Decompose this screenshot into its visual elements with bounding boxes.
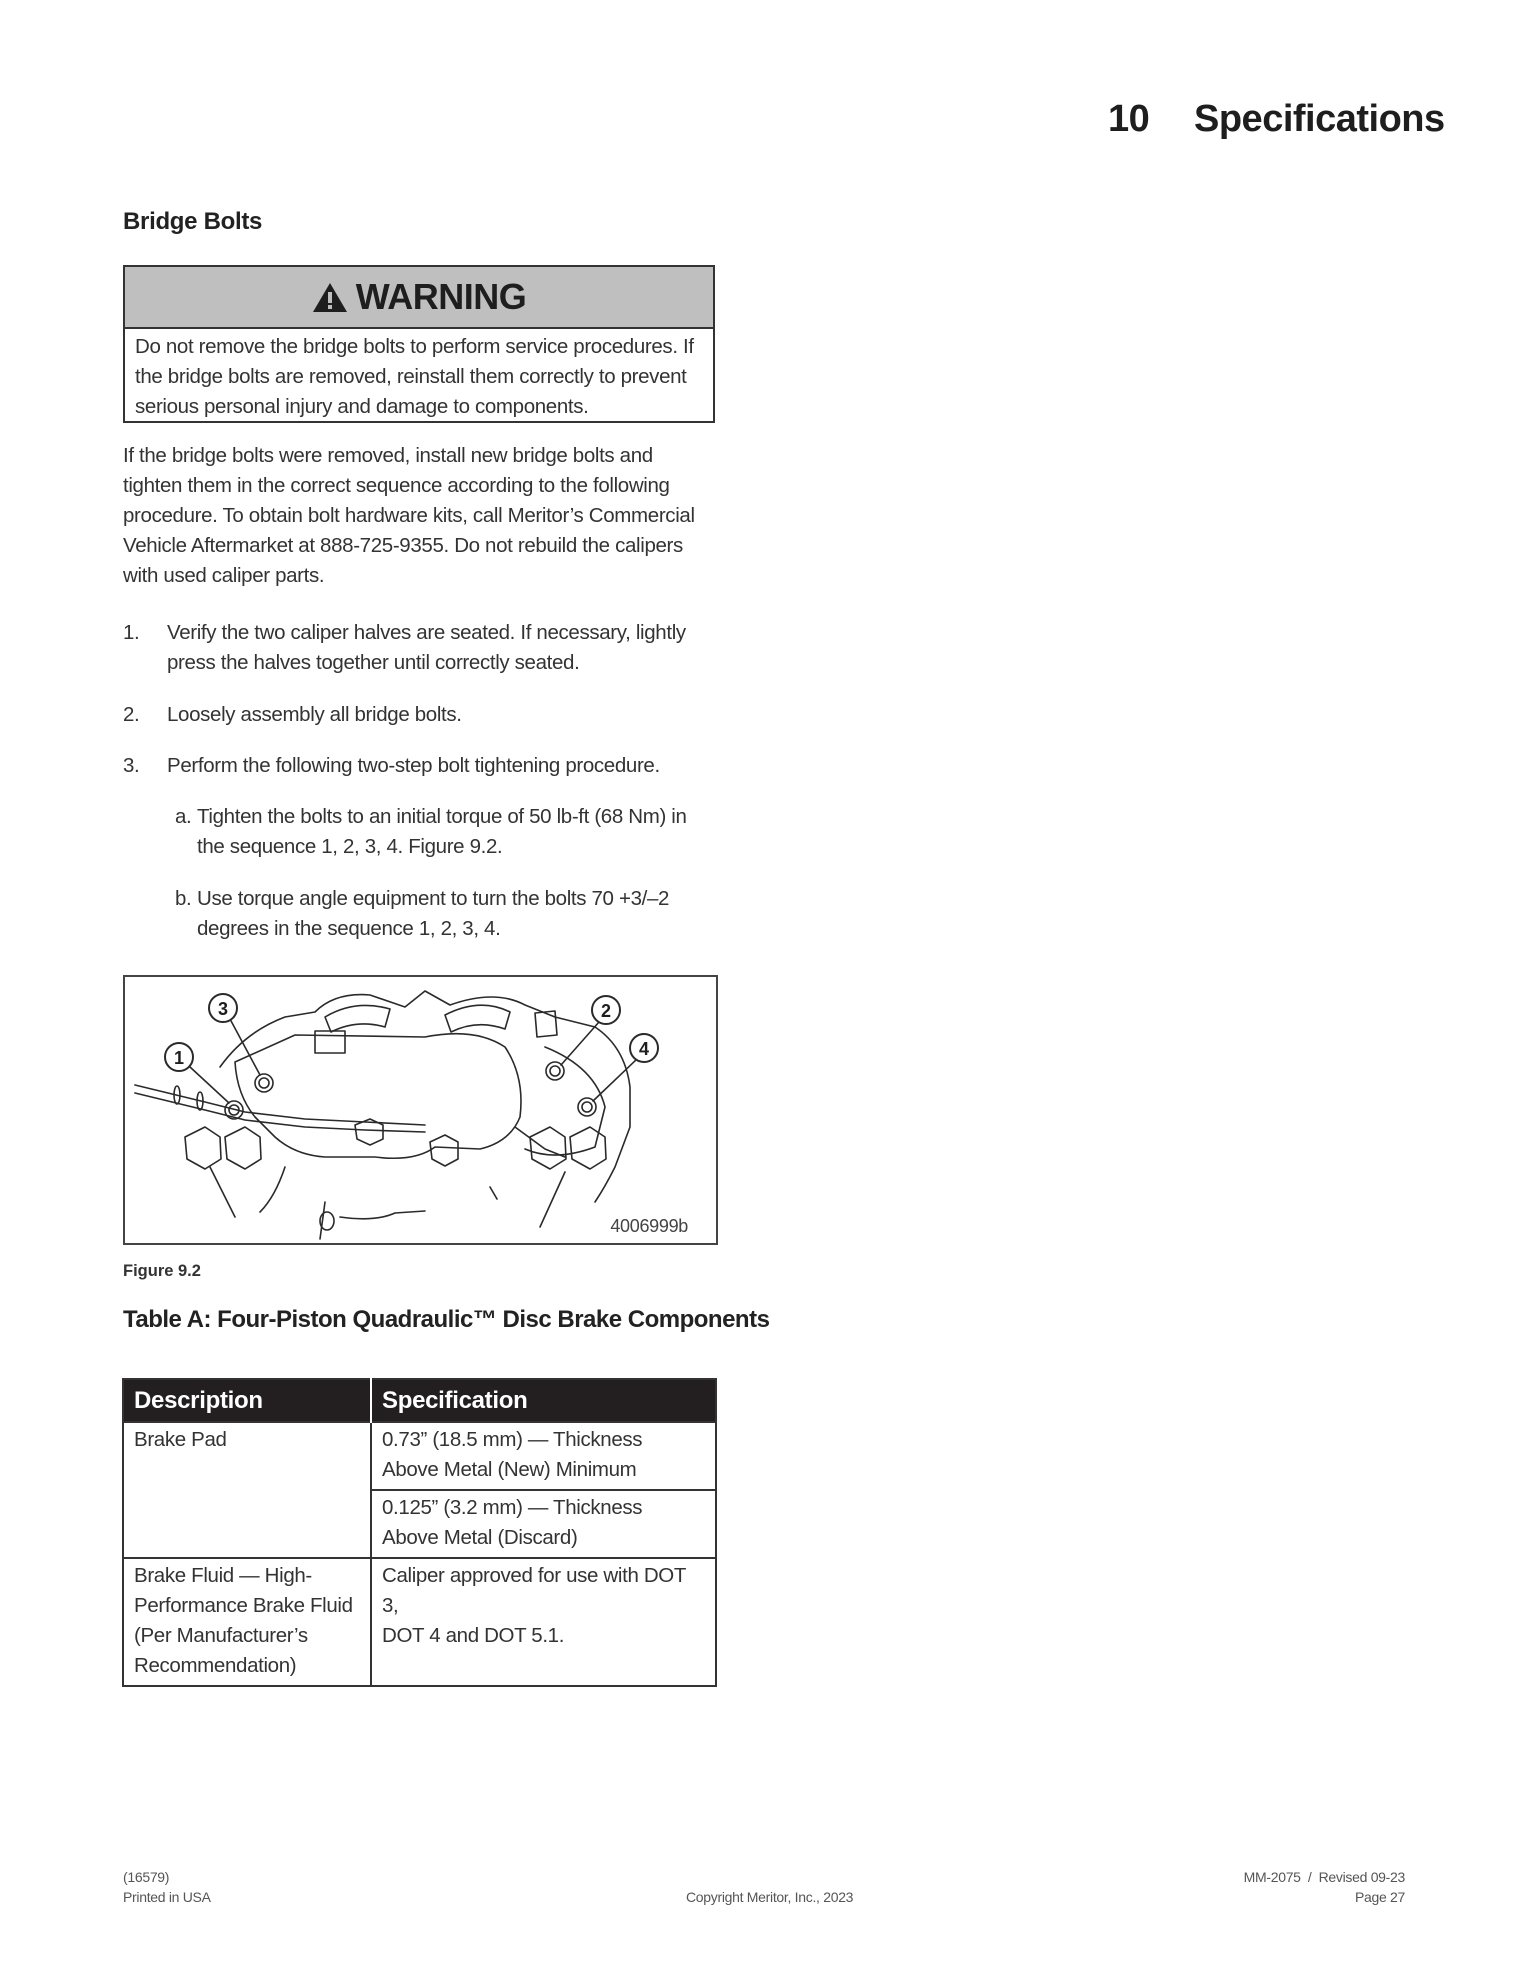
bleeder-connector: [315, 1031, 345, 1053]
cell-description: [123, 1558, 371, 1686]
footer-right: [1244, 1867, 1405, 1907]
substep-line: Tighten the bolts to an initial torque of 50 lb-ft (68 Nm) in: [197, 805, 687, 828]
leader-3: [230, 1019, 260, 1075]
cell-line: Brake Fluid — High-: [134, 1564, 312, 1587]
step-number: 2.: [123, 703, 140, 726]
caliper-outline: [217, 991, 630, 1202]
cell-line: Performance Brake Fluid: [134, 1594, 353, 1617]
warning-triangle-icon: [312, 282, 348, 313]
substep-line: degrees in the sequence 1, 2, 3, 4.: [197, 917, 501, 940]
cell-line: 0.73” (18.5 mm) — Thickness: [382, 1428, 643, 1451]
warning-line: the bridge bolts are removed, reinstall them correctly to prevent: [135, 365, 687, 388]
footer-revision: MM-2075 / Revised 09-23: [1243, 1869, 1405, 1885]
hex-bolt: [530, 1127, 566, 1169]
intro-line: tighten them in the correct sequence according to the following: [123, 474, 670, 497]
hex-bolt: [225, 1127, 261, 1169]
frame-line: [490, 1187, 497, 1199]
leader-1: [190, 1067, 229, 1103]
substep-text: [197, 802, 737, 862]
warning-text: [125, 329, 713, 422]
warning-line: Do not remove the bridge bolts to perform service procedures. If: [135, 335, 694, 358]
callout-label-1: 1: [173, 1048, 185, 1068]
cell-description: [123, 1422, 371, 1558]
frame-line: [340, 1211, 425, 1219]
substep-letter: b.: [175, 887, 192, 910]
footer-left: [123, 1867, 211, 1907]
callout-label-3: 3: [217, 999, 229, 1019]
hex-bolt: [430, 1135, 458, 1166]
hex-bolt: [185, 1127, 221, 1169]
step-line: press the halves together until correctly seated.: [167, 651, 580, 674]
cell-specification: [371, 1422, 716, 1490]
step-number: 1.: [123, 621, 140, 644]
intro-line: Vehicle Aftermarket at 888-725-9355. Do not rebuild the calipers: [123, 534, 683, 557]
spec-table: [122, 1378, 717, 1687]
table-row: [123, 1558, 716, 1686]
step-number: 3.: [123, 754, 140, 777]
step-text: [167, 618, 727, 678]
intro-paragraph: [123, 441, 723, 591]
intro-line: with used caliper parts.: [123, 564, 325, 587]
cell-line: Brake Pad: [134, 1428, 227, 1451]
cell-line: 0.125” (3.2 mm) — Thickness: [382, 1496, 643, 1519]
frame-line: [540, 1172, 565, 1227]
section-title: Bridge Bolts: [123, 208, 263, 235]
frame-line: [260, 1167, 285, 1212]
warning-title: WARNING: [355, 276, 527, 317]
brake-line: [135, 1085, 425, 1125]
fitting-right: [535, 1011, 557, 1037]
cell-line: (Per Manufacturer’s: [134, 1624, 308, 1647]
leader-2: [561, 1022, 599, 1065]
callout-label-4: 4: [638, 1039, 650, 1059]
footer-copyright: Copyright Meritor, Inc., 2023: [686, 1889, 854, 1905]
figure-caption: Figure 9.2: [123, 1262, 201, 1280]
intro-line: If the bridge bolts were removed, install new bridge bolts and: [123, 444, 653, 467]
figure-code: 4006999b: [610, 1216, 688, 1236]
cell-line: Recommendation): [134, 1654, 297, 1677]
step-line: Loosely assembly all bridge bolts.: [167, 703, 462, 726]
intro-line: procedure. To obtain bolt hardware kits, call Meritor’s Commercial: [123, 504, 695, 527]
substep-b: [175, 884, 735, 940]
step-text: [167, 700, 727, 730]
callout-label-2: 2: [600, 1001, 612, 1021]
footer-page-number: Page 27: [1354, 1889, 1405, 1905]
cell-specification: [371, 1490, 716, 1558]
caliper-top-seal-left: [325, 1005, 390, 1032]
substep-line: Use torque angle equipment to turn the bolts 70 +3/–2: [197, 887, 670, 910]
warning-box: [123, 265, 715, 423]
caliper-illustration: [125, 977, 716, 1243]
warning-line: serious personal injury and damage to components.: [135, 395, 589, 418]
warning-header: [125, 267, 713, 329]
chapter-heading: [1108, 98, 1445, 141]
table-row: [123, 1422, 716, 1490]
column-header-specification: Specification: [371, 1379, 716, 1422]
chapter-number: 10: [1108, 98, 1150, 140]
caliper-piston-housing: [235, 1034, 521, 1159]
footer-printed: Printed in USA: [123, 1889, 211, 1905]
substep-letter: a.: [175, 805, 192, 828]
chapter-title: Specifications: [1194, 98, 1445, 140]
cell-line: Above Metal (New) Minimum: [382, 1458, 637, 1481]
cell-line: Caliper approved for use with DOT 3,: [382, 1564, 686, 1617]
cell-specification: [371, 1558, 716, 1686]
table-title: Table A: Four-Piston Quadraulic™ Disc Brake Components: [123, 1306, 770, 1333]
step-line: Perform the following two-step bolt tightening procedure.: [167, 754, 660, 777]
figure-caliper-bolt-sequence: [123, 975, 718, 1245]
cell-line: DOT 4 and DOT 5.1.: [382, 1624, 565, 1647]
caliper-top-seal-right: [445, 1005, 510, 1032]
cell-line: Above Metal (Discard): [382, 1526, 578, 1549]
step-line: Verify the two caliper halves are seated. If necessary, lightly: [167, 621, 686, 644]
substep-text: [197, 884, 737, 944]
substep-line: the sequence 1, 2, 3, 4. Figure 9.2.: [197, 835, 503, 858]
step-text: [167, 751, 727, 781]
hex-bolt: [570, 1127, 606, 1169]
footer-doc-number: (16579): [123, 1869, 170, 1885]
substep-a: [175, 802, 735, 858]
brake-line-inner: [135, 1093, 425, 1132]
table-header-row: [123, 1379, 716, 1422]
column-header-description: Description: [123, 1379, 371, 1422]
bolt-3: [255, 1074, 273, 1092]
frame-line: [210, 1167, 235, 1217]
